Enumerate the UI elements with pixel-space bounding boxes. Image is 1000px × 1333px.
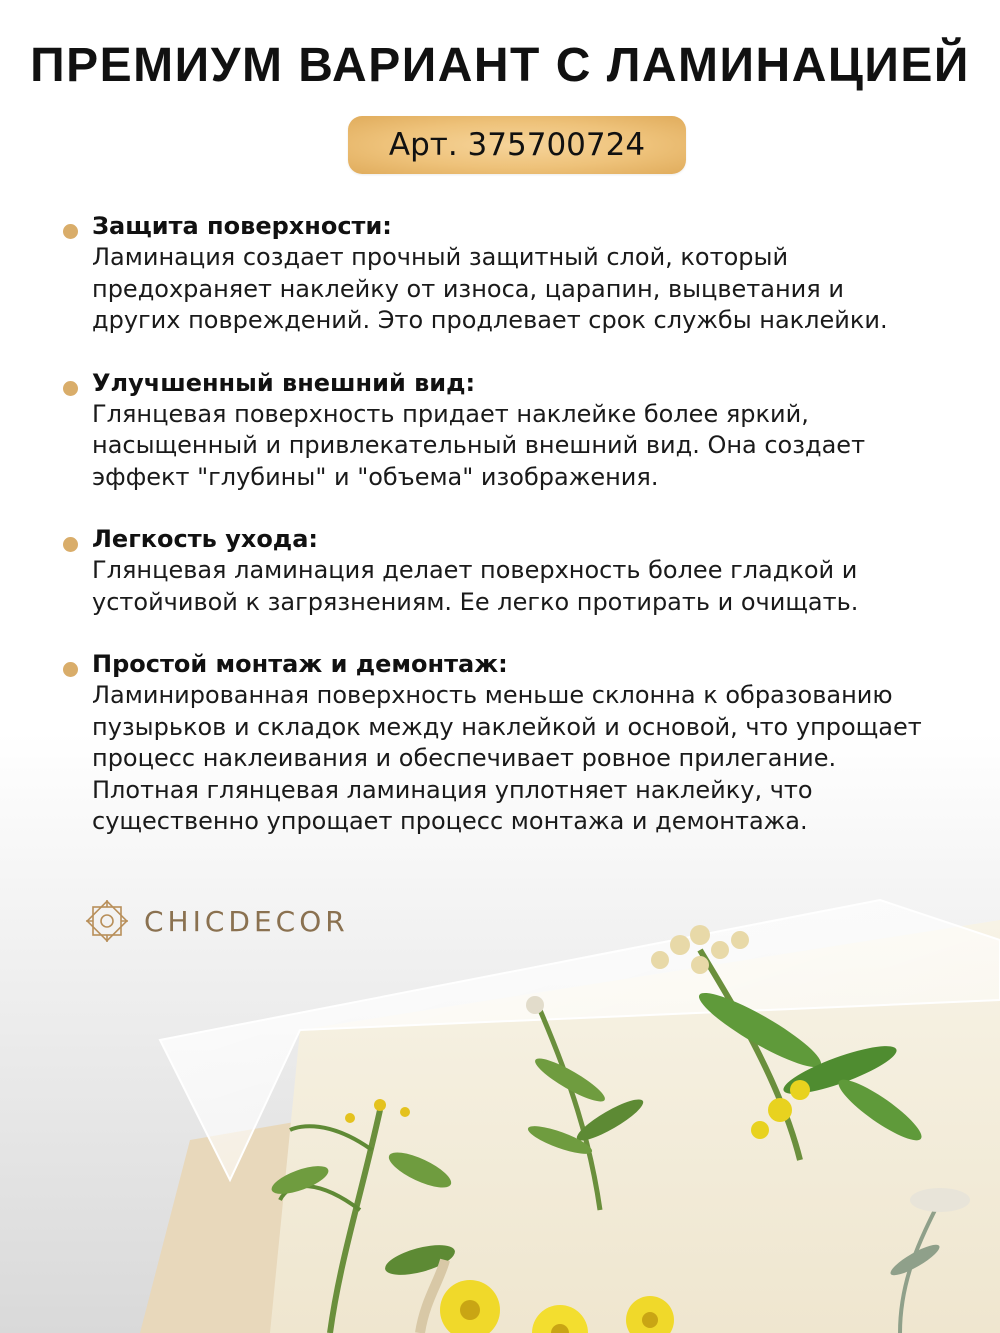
feature-list (60, 210, 960, 868)
feature-item-surface-protection (60, 210, 960, 337)
bullet-dot-icon (63, 224, 78, 239)
page-title: ПРЕМИУМ ВАРИАНТ С ЛАМИНАЦИЕЙ (30, 39, 970, 92)
brand-name: CHICDECOR (144, 904, 349, 938)
feature-text: Глянцевая ламинация делает поверхность более гладкой и устойчивой к загрязнениям. Ее легко протирать и очищать. (92, 556, 859, 616)
article-badge (348, 116, 686, 174)
bullet-dot-icon (63, 537, 78, 552)
feature-text: Ламинированная поверхность меньше склонна к образованию пузырьков и складок между наклейкой и основой, что упрощает процесс наклеивания и обеспечивает ровное прилегание. Плотная глянцевая ламинация уплотняет наклейку, что существенно упрощает процесс монтажа и демонтажа. (92, 681, 922, 835)
feature-text: Глянцевая поверхность придает наклейке более яркий, насыщенный и привлекательный внешний вид. Она создает эффект "глубины" и "объема" изображения. (92, 399, 866, 491)
feature-item-easy-care (60, 523, 960, 618)
feature-item-appearance (60, 367, 960, 494)
feature-title: Защита поверхности: (92, 212, 392, 240)
article-number: Арт. 375700724 (388, 127, 646, 163)
bullet-dot-icon (63, 662, 78, 677)
feature-text: Ламинация создает прочный защитный слой, который предохраняет наклейку от износа, царапин, выцветания и других повреждений. Это продлевает срок службы наклейки. (92, 243, 888, 334)
feature-title: Легкость ухода: (92, 525, 318, 553)
bullet-dot-icon (63, 381, 78, 396)
feature-item-mounting (60, 648, 960, 838)
feature-title: Простой монтаж и демонтаж: (92, 650, 508, 678)
feature-title: Улучшенный внешний вид: (92, 368, 476, 397)
botanical-print-illustration (0, 880, 1000, 1333)
